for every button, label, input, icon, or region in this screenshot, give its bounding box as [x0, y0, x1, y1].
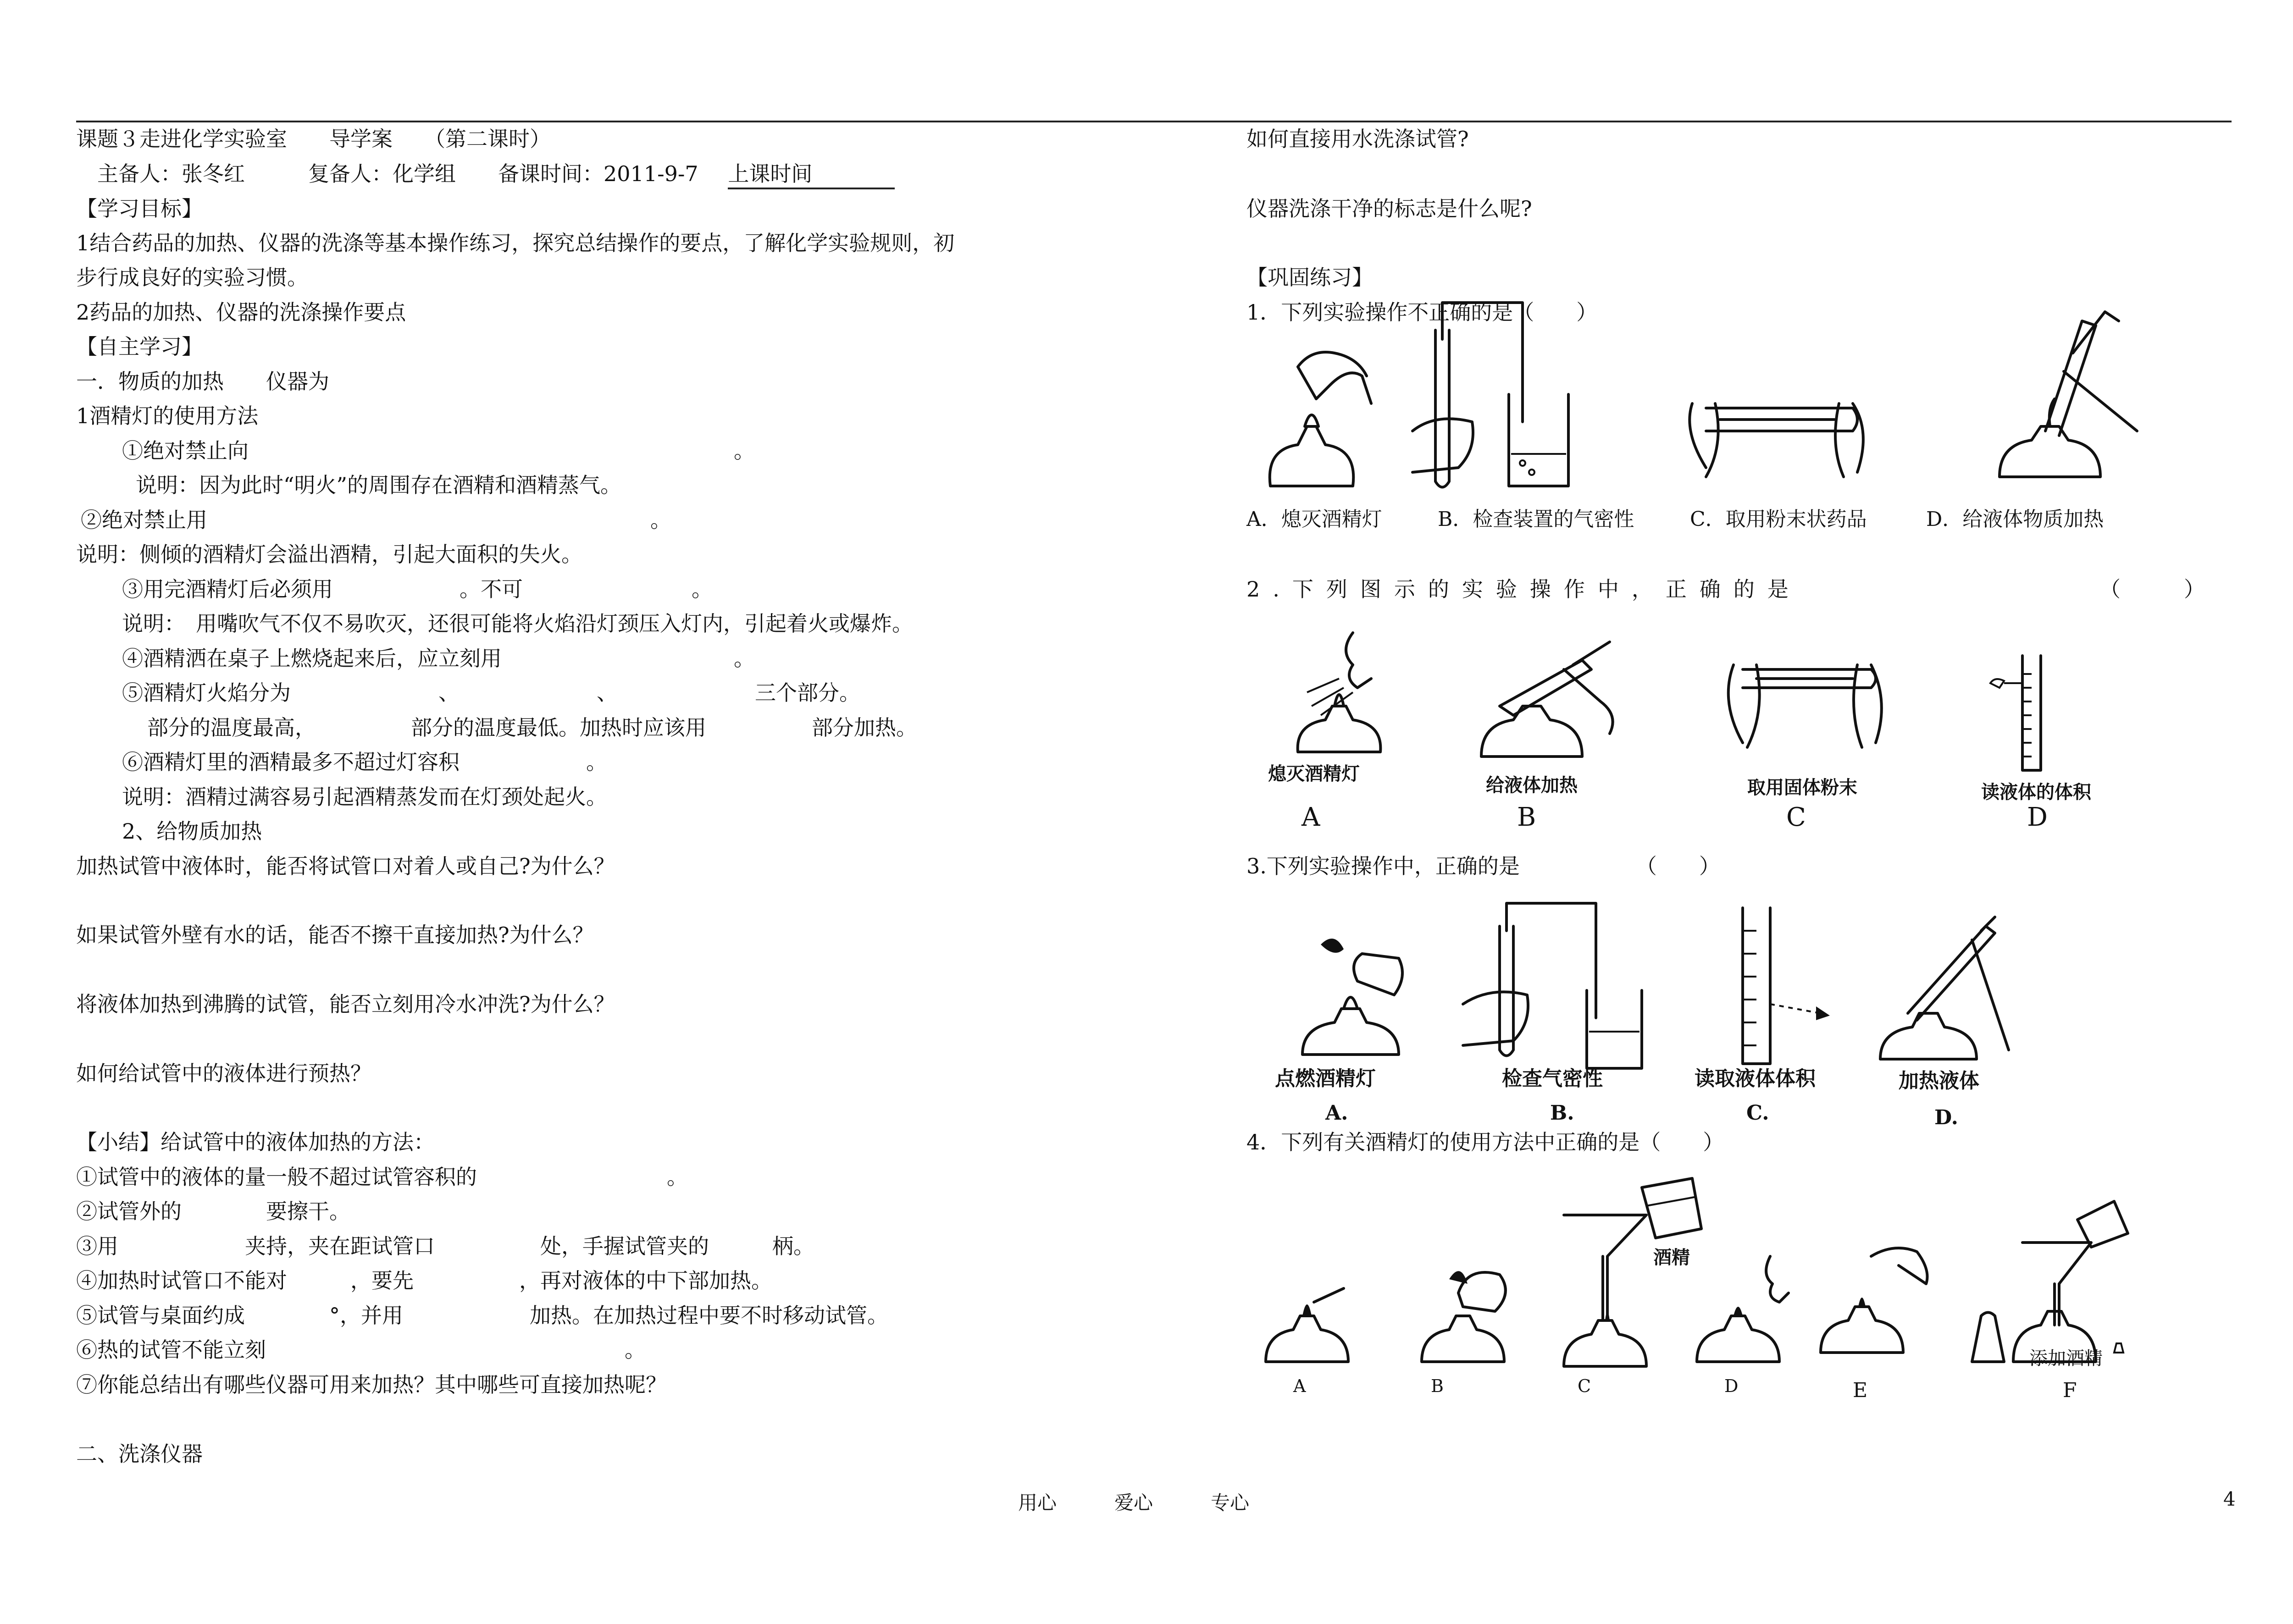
blow-lamp-icon: [1692, 1238, 1798, 1371]
q4-letter-f: F: [2063, 1379, 2077, 1402]
q1-caption-a: A．熄灭酒精灯: [1246, 508, 1382, 531]
solid-powder-icon: [1715, 651, 1889, 757]
q4-letter-a: A: [1293, 1376, 1306, 1396]
line-heat-substance: 2、给物质加热: [122, 819, 262, 844]
blowout-lamp-icon: [1284, 624, 1394, 761]
q1-caption-d: D．给液体物质加热: [1926, 508, 2104, 531]
line-summary-2: ②试管外的 要擦干。: [76, 1199, 350, 1224]
line-note-2: 说明：侧倾的酒精灯会溢出酒精，引起大面积的失火。: [76, 542, 582, 567]
line-rule-4: ④酒精洒在桌子上燃烧起来后，应立刻用 。: [122, 646, 755, 671]
line-question-3: 将液体加热到沸腾的试管，能否立刻用冷水冲洗?为什么？: [76, 992, 615, 1016]
line-summary-6: ⑥热的试管不能立刻 。: [76, 1337, 646, 1362]
line-washing: 二、洗涤仪器: [76, 1442, 203, 1466]
footer-text: 用心 爱心 专心: [1018, 1491, 1250, 1514]
q2-letter-d: D: [2027, 802, 2048, 832]
line-heating: 一．物质的加热 仪器为: [76, 369, 329, 394]
q2-caption-b: 给液体加热: [1486, 774, 1578, 796]
question-4: 4．下列有关酒精灯的使用方法中正确的是（ ）: [1246, 1130, 1724, 1154]
header-rule: [76, 121, 2232, 122]
q4-fig-f: [1963, 1192, 2137, 1366]
q1-caption-b: B．检查装置的气密性: [1438, 508, 1634, 531]
q3-caption-b: 检查气密性: [1502, 1067, 1603, 1090]
q3-fig-b: [1458, 899, 1646, 1077]
line-summary-5: ⑤试管与桌面约成 °，并用 加热。在加热过程中要不时移动试管。: [76, 1303, 888, 1328]
q4-letter-d: D: [1724, 1376, 1739, 1396]
q4-fig-d: [1692, 1238, 1798, 1371]
line-wash-question: 如何直接用水洗涤试管?: [1246, 127, 1469, 151]
q1-fig-a: [1257, 312, 1376, 504]
line-note-6: 说明：酒精过满容易引起酒精蒸发而在灯颈处起火。: [122, 784, 607, 809]
q2-caption-c: 取用固体粉末: [1747, 777, 1857, 798]
q2-fig-d: [1972, 637, 2064, 775]
q1-fig-b: [1408, 275, 1578, 504]
line-rule-1: ①绝对禁止向 。: [122, 438, 755, 463]
q3-letter-a: A.: [1325, 1101, 1348, 1125]
q3-letter-c: C.: [1746, 1101, 1769, 1125]
line-clean-question: 仪器洗涤干净的标志是什么呢?: [1246, 196, 1532, 221]
q3-caption-a: 点燃酒精灯: [1275, 1067, 1376, 1090]
line-note-1: 说明：因为此时“明火”的周围存在酒精和酒精蒸气。: [136, 473, 622, 497]
lamp-to-lamp-icon: [1417, 1238, 1523, 1371]
line-goal-head: 【学习目标】: [76, 196, 203, 221]
q3-caption-c: 读取液体体积: [1695, 1067, 1816, 1090]
q2-fig-b: [1472, 633, 1628, 766]
q3-letter-b: B.: [1550, 1101, 1574, 1125]
question-2-paren: （ ）: [2099, 577, 2205, 602]
q4-label-add-alcohol: 添加酒精: [2029, 1348, 2103, 1369]
line-goal-1: 1结合药品的加热、仪器的洗涤等基本操作练习，探究总结操作的要点，了解化学实验规则，初: [76, 231, 955, 255]
line-lamp-usage: 1酒精灯的使用方法: [76, 403, 259, 428]
q2-caption-a: 熄灭酒精灯: [1268, 763, 1360, 784]
question-1: 1．下列实验操作不正确的是（ ）: [1246, 300, 1598, 325]
author-line: [76, 160, 895, 189]
q1-fig-d: [1954, 293, 2146, 509]
line-rule-5: ⑤酒精灯火焰分为 、 、 三个部分。: [122, 680, 860, 705]
page-number: 4: [2223, 1488, 2236, 1510]
line-summary-1: ①试管中的液体的量一般不超过试管容积的 。: [76, 1165, 688, 1189]
line-summary-4: ④加热时试管口不能对 ，要先 ，再对液体的中下部加热。: [76, 1268, 772, 1293]
powder-spatula-icon: [1678, 376, 1876, 491]
q3-fig-c: [1734, 899, 1834, 1068]
question-3: 3.下列实验操作中，正确的是 （ ）: [1246, 854, 1720, 878]
line-self-study: 【自主学习】: [76, 334, 203, 359]
page-title: 课题３走进化学实验室 导学案 （第二课时）: [76, 127, 551, 151]
line-goal-2: 2药品的加热、仪器的洗涤操作要点: [76, 300, 406, 325]
line-rule-5b: 部分的温度最高， 部分的温度最低。加热时应该用 部分加热。: [147, 715, 917, 740]
line-practice-head: 【巩固练习】: [1246, 265, 1373, 290]
lamp-cap-icon: [1257, 312, 1376, 504]
read-volume-icon: [1734, 899, 1834, 1068]
cap-lamp-icon: [1816, 1238, 1935, 1362]
airtight-check-icon: [1408, 275, 1578, 504]
line-question-4: 如何给试管中的液体进行预热？: [76, 1061, 371, 1086]
q4-letter-c: C: [1578, 1376, 1591, 1396]
q3-letter-d: D.: [1934, 1106, 1958, 1129]
add-alcohol-icon: [1963, 1192, 2137, 1366]
q1-caption-c: C．取用粉末状药品: [1690, 508, 1867, 531]
q2-caption-d: 读液体的体积: [1981, 781, 2091, 803]
q4-label-alcohol: 酒精: [1653, 1247, 1690, 1268]
authors-text: 主备人：张冬红 复备人：化学组 备课时间：2011-9-7: [76, 161, 698, 186]
q2-letter-a: A: [1302, 802, 1320, 832]
line-summary-head: 【小结】给试管中的液体加热的方法：: [76, 1130, 435, 1154]
q3-fig-a: [1293, 926, 1412, 1064]
q1-fig-c: [1678, 376, 1876, 491]
line-note-3: 说明： 用嘴吹气不仅不易吹灭，还很可能将火焰沿灯颈压入灯内，引起着火或爆炸。: [122, 611, 913, 636]
line-summary-3: ③用 夹持，夹在距试管口 处，手握试管夹的 柄。: [76, 1234, 814, 1259]
heat-liquid-icon: [1954, 293, 2146, 509]
q4-letter-b: B: [1431, 1376, 1444, 1396]
line-rule-2: ②绝对禁止用 。: [81, 508, 671, 532]
heat-liquid-tube-icon: [1871, 908, 2018, 1064]
line-question-2: 如果试管外壁有水的话，能否不擦干直接加热?为什么？: [76, 922, 594, 947]
q2-fig-a: [1284, 624, 1394, 761]
check-airtight-icon: [1458, 899, 1646, 1077]
q4-fig-b: [1417, 1238, 1523, 1371]
heat-tube-icon: [1472, 633, 1628, 766]
class-time: 上课时间: [728, 160, 895, 189]
q2-letter-c: C: [1786, 802, 1806, 832]
line-rule-6: ⑥酒精灯里的酒精最多不超过灯容积 。: [122, 750, 607, 774]
graduated-cylinder-icon: [1972, 637, 2064, 775]
q4-fig-e: [1816, 1238, 1935, 1362]
q2-letter-b: B: [1517, 802, 1536, 832]
q4-fig-c: [1555, 1169, 1711, 1375]
light-lamp-icon: [1293, 926, 1412, 1064]
funnel-refill-icon: [1555, 1169, 1711, 1375]
q2-fig-c: [1715, 651, 1889, 757]
line-goal-1b: 步行成良好的实验习惯。: [76, 265, 308, 290]
q3-caption-d: 加热液体: [1899, 1069, 1979, 1093]
question-2: 2.下列图示的实验操作中，正确的是: [1246, 577, 1801, 602]
line-question-1: 加热试管中液体时，能否将试管口对着人或自己?为什么？: [76, 854, 615, 878]
lamp-match-icon: [1261, 1252, 1353, 1371]
q4-fig-a: [1261, 1252, 1353, 1371]
line-summary-7: ⑦你能总结出有哪些仪器可用来加热？其中哪些可直接加热呢？: [76, 1372, 667, 1397]
line-rule-3: ③用完酒精灯后必须用 。不可 。: [122, 577, 713, 602]
q4-letter-e: E: [1853, 1379, 1868, 1402]
q3-fig-d: [1871, 908, 2018, 1064]
